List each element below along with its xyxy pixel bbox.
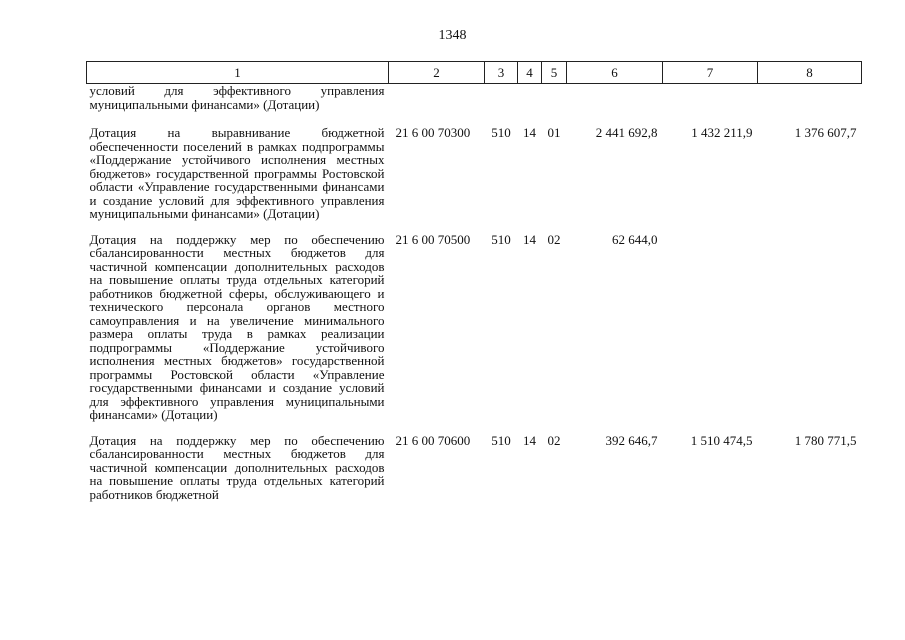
row-expense-type: 510: [491, 125, 511, 140]
row-expense-type: 510: [491, 432, 511, 448]
row-classification-code: 21 6 00 70500: [395, 231, 471, 247]
column-header-1: 1: [87, 62, 389, 84]
row-classification-code: 21 6 00 70300: [395, 125, 471, 140]
row-amount-col8: 1 780 771,5: [794, 432, 857, 448]
table-row: [87, 233, 862, 434]
column-header-4: 4: [518, 62, 542, 84]
row-subsection: [542, 84, 567, 127]
row-description: Дотация на поддержку мер по обеспечению сбалансированности местных бюджетов для частичной компенсации дополнительных расходов на повышение оплаты труда отдельных категорий работников бюджетной сферы, обслуживающего и технического персонала органов местного самоуправления и на увеличение минимального размера оплаты труда в рамках реализации подпрограммы «Поддержание устойчивого исполнения местных бюджетов» государственной программы Ростовской области «Управление государственными финансами и создание условий для эффективного управления муниципальными финансами» (Дотации): [89, 231, 385, 422]
row-amount-col6: 62 644,0: [612, 231, 658, 247]
row-subsection: 01: [547, 125, 561, 140]
row-expense-type: 510: [491, 231, 511, 247]
row-section: 14: [523, 432, 536, 448]
row-section: 14: [523, 125, 536, 140]
row-amount-col8: [758, 233, 862, 434]
row-amount-col7: [663, 84, 758, 127]
row-amount-col7: 1 432 211,9: [691, 125, 753, 140]
column-header-3: 3: [485, 62, 518, 84]
row-section: 14: [523, 231, 536, 247]
row-description: Дотация на поддержку мер по обеспечению сбалансированности местных бюджетов для частичной компенсации дополнительных расходов на повышение оплаты труда отдельных категорий работников бюджетной: [89, 432, 385, 502]
row-amount-col6: 392 646,7: [605, 432, 658, 448]
column-header-5: 5: [542, 62, 567, 84]
row-classification-code: [389, 84, 485, 127]
row-subsection: 02: [547, 231, 561, 247]
row-section: [518, 84, 542, 127]
row-description: Дотация на выравнивание бюджетной обеспеченности поселений в рамках подпрограммы «Поддержание устойчивого исполнения местных бюджетов» государственной программы Ростовской области «Управление государственными финансами и создание условий для эффективного управления муниципальными финансами» (Дотации): [89, 125, 385, 221]
column-number-header-row: [87, 62, 862, 84]
column-header-7: 7: [663, 62, 758, 84]
row-description: условий для эффективного управления муниципальными финансами» (Дотации): [89, 83, 385, 112]
column-header-2: 2: [389, 62, 485, 84]
table-row: [87, 126, 862, 233]
column-header-8: 8: [758, 62, 862, 84]
page-number: 1348: [438, 28, 467, 43]
budget-table: [86, 61, 862, 513]
row-amount-col8: [758, 84, 862, 127]
row-classification-code: 21 6 00 70600: [395, 432, 471, 448]
row-subsection: 02: [547, 432, 561, 448]
row-amount-col7: 1 510 474,5: [690, 432, 753, 448]
table-row: [87, 84, 862, 127]
row-amount-col7: [663, 233, 758, 434]
row-expense-type: [485, 84, 518, 127]
row-amount-col6: 2 441 692,8: [595, 125, 658, 140]
row-amount-col8: 1 376 607,7: [794, 125, 857, 140]
table-row: [87, 434, 862, 514]
column-header-6: 6: [567, 62, 663, 84]
row-amount-col6: [567, 84, 663, 127]
